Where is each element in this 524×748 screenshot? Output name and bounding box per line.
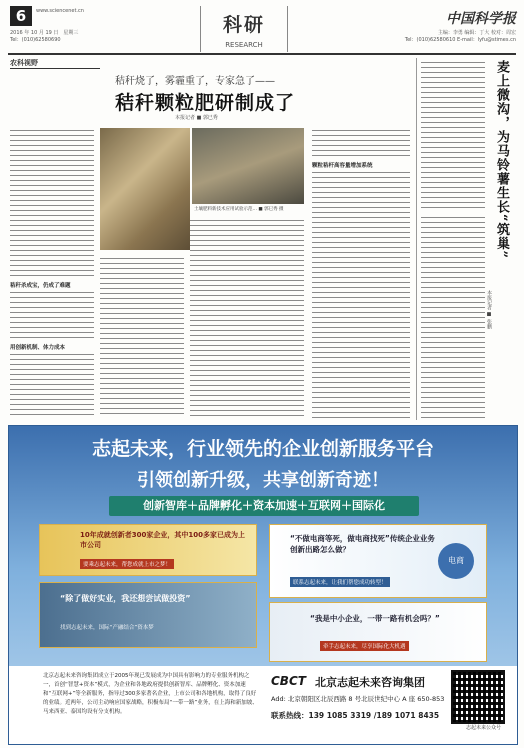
column-tag: 农科视野 <box>10 59 38 67</box>
article-body-col1c <box>10 352 94 418</box>
header-rule <box>8 53 516 55</box>
promo-beltroad-sub: 牵手志起未来，尽享国际化大机遇 <box>320 641 409 651</box>
article-subhead-3: 颗粒秸杆高容量增加系统 <box>312 163 373 169</box>
qr-code-icon[interactable] <box>451 670 505 724</box>
side-article-title: 麦上微沟，为马铃薯生长“筑巢” <box>494 60 509 259</box>
side-article-body-top <box>421 60 485 210</box>
article-photo-field <box>192 128 304 204</box>
side-article-body-bottom <box>421 215 485 419</box>
masthead-logo: 中国科学报 <box>446 11 516 27</box>
issue-date: 2016 年 10 月 19 日 星期三 <box>10 30 79 36</box>
promo-beltroad[interactable] <box>269 602 487 662</box>
promo-invest-title: “除了做好实业，我还想尝试做投资” <box>60 594 191 603</box>
promo-invest[interactable] <box>39 582 257 648</box>
article-subhead-2: 用创新机制、体力成本 <box>10 345 66 351</box>
ecommerce-circle-icon: 电商 <box>438 543 474 579</box>
section-title-cn: 科研 <box>222 14 265 36</box>
column-tag-rule <box>10 68 100 69</box>
editors-line: 主编：李勇 编辑：丁大 校对：周宏 <box>437 30 516 36</box>
promo-ecommerce-sub: 联系志起未来，让我们帮您成功转型！ <box>290 577 390 587</box>
article-kicker: 秸秆烧了，雾霾重了，专家急了—— <box>115 76 275 87</box>
article-body-col4a <box>312 128 410 158</box>
advertisement[interactable] <box>8 425 518 745</box>
website-url[interactable]: www.sciencenet.cn <box>36 8 84 14</box>
ad-subtitle: 引领创新升级，共享创新奇迹！ <box>137 470 389 491</box>
section-title-en: RESEARCH <box>225 41 263 49</box>
ad-phone[interactable]: 联系热线：139 1085 3319 /189 1071 8435 <box>271 711 440 720</box>
ad-logo-text: CBCT <box>271 674 306 688</box>
promo-invest-sub: 找到志起未来，国际“产融结合”资本梦 <box>60 625 154 631</box>
article-body-col2 <box>100 256 184 418</box>
side-divider <box>416 58 417 420</box>
side-article-byline: 本报记者 ■ 张鹏 <box>486 290 492 330</box>
article-body-col3 <box>190 218 304 418</box>
article-headline: 秸秆颗粒肥研制成了 <box>115 92 296 114</box>
article-body-col1b <box>10 290 94 340</box>
photo-caption: 土壤肥料新技术应用试验示范… ■ 郭巳秀 摄 <box>194 207 284 212</box>
editor-contact: Tel：(010)62580610 E-mail：lyfu@stimes.cn <box>404 37 516 43</box>
promo-ecommerce[interactable] <box>269 524 487 598</box>
article-subhead-1: 秸秆杀成宝，仍成了难题 <box>10 283 71 289</box>
qr-caption: 志起未来公众号 <box>465 725 501 731</box>
ad-company-name: 北京志起未来咨询集团 <box>315 676 425 689</box>
header-tel: Tel：(010)62580690 <box>10 37 61 43</box>
promo-ipo[interactable] <box>39 524 257 576</box>
promo-beltroad-title: “我是中小企业，一带一路有机会吗？” <box>310 614 440 623</box>
ad-title: 志起未来，行业领先的企业创新服务平台 <box>91 438 434 460</box>
promo-ipo-sub: 要乘志起未来，帮您成就上市之梦！ <box>80 559 174 569</box>
article-byline: 本报记者 ■ 郭巳秀 <box>175 115 218 121</box>
article-body-col4 <box>312 170 410 418</box>
ad-address: Add: 北京朝阳区北辰西路 8 号北辰世纪中心 A 座 650-853 <box>271 695 445 703</box>
page-number: 6 <box>10 6 32 26</box>
promo-ipo-title: 10年成就创新者300家企业，其中100多家已成为上市公司 <box>80 531 245 549</box>
promo-ecommerce-title: “不做电商等死，做电商找死”传统企业业务创新出路怎么做？ <box>290 534 435 554</box>
ad-service-banner: 创新智库＋品牌孵化＋资本加速＋互联网＋国际化 <box>109 496 419 516</box>
ad-footer <box>9 666 517 744</box>
article-body-col1 <box>10 128 94 278</box>
section-box <box>200 6 288 52</box>
article-photo-pellets <box>100 128 190 250</box>
ad-company-desc: 北京志起未来咨询集团成立于2005年现已发展成为中国具有影响力的专业服务机构之一，首创“智慧+资本”模式，为企业和各地政府提供创新智库、品牌孵化、资本加速和“互联网+”等全新服务，指导过300多家著名企业，上市公司和各地机构，取得了良好的业绩。近两年，公司主动响应国家战略，积极布局“一带一路”业务，在上海和新加坡、马来西亚、泰国均设有分支机构。 <box>43 673 258 715</box>
